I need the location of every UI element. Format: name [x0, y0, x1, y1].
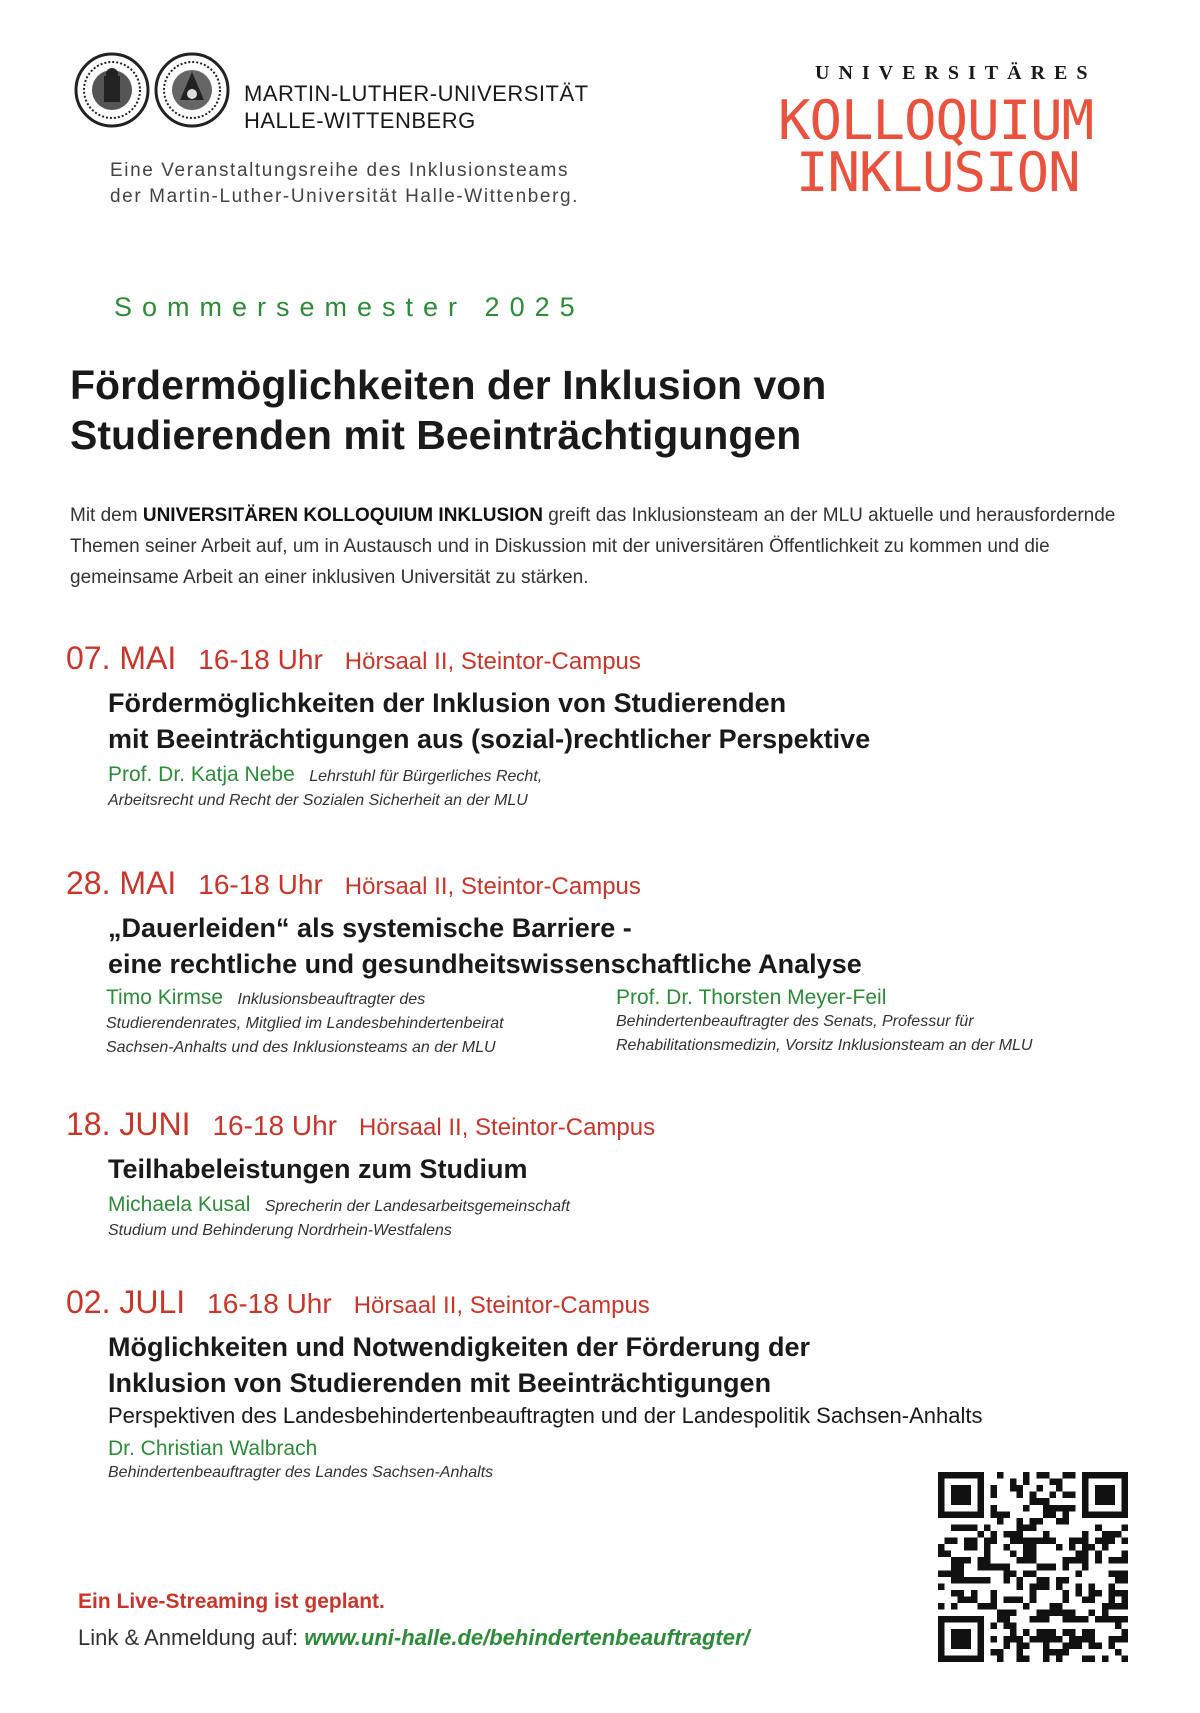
speaker: [108, 1193, 1146, 1243]
event-date: 02. JULI: [66, 1284, 186, 1320]
event-title-line-1: Teilhabeleistungen zum Studium: [108, 1154, 528, 1184]
intro-after: greift das Inklusionsteam an der MLU aktuelle und herausfordernde Themen seiner Arbeit auf, um in Austausch und in Diskussion mit der universitären Öffentlichkeit zu kommen und die gemeinsame Arbeit an einer inklusiven Universität zu stärken.: [70, 505, 1116, 588]
university-line-1: MARTIN-LUTHER-UNIVERSITÄT: [244, 81, 589, 106]
series-description: [110, 158, 579, 210]
university-name: [244, 80, 589, 134]
speakers-row: [106, 986, 1146, 1060]
event-time: 16-18 Uhr: [212, 1110, 337, 1141]
event-title-line-2: mit Beeinträchtigungen aus (sozial-)rechtlicher Perspektive: [108, 724, 871, 754]
event-1: [66, 640, 1146, 813]
event-location: Hörsaal II, Steintor-Campus: [359, 1114, 656, 1141]
event-time: 16-18 Uhr: [207, 1288, 332, 1319]
event-header: [66, 1106, 1146, 1143]
event-2: [66, 865, 1146, 1060]
speaker-role: Studium und Behinderung Nordrhein-Westfalens: [108, 1222, 452, 1239]
event-title-line-1: Möglichkeiten und Notwendigkeiten der Förderung der: [108, 1332, 811, 1362]
registration-link[interactable]: www.uni-halle.de/behindertenbeauftragter/: [304, 1625, 750, 1650]
logo-line-1: KOLLOQUIUM: [778, 89, 1094, 152]
event-title: [108, 685, 1146, 757]
series-line-1: Eine Veranstaltungsreihe des Inklusionsteams: [110, 160, 570, 181]
intro-paragraph: [70, 500, 1130, 593]
university-line-2: HALLE-WITTENBERG: [244, 108, 476, 133]
logo-kolloquium-inklusion: [778, 89, 1094, 204]
speaker-role: Lehrstuhl für Bürgerliches Recht,: [309, 768, 543, 785]
logo-line-2: INKLUSION: [796, 141, 1080, 204]
event-title: [108, 1329, 1146, 1401]
seal-icon: [74, 52, 150, 128]
event-title: [108, 1151, 1146, 1187]
page-title: [70, 360, 826, 460]
event-location: Hörsaal II, Steintor-Campus: [344, 873, 641, 900]
speaker-role: Sprecherin der Landesarbeitsgemeinschaft: [264, 1198, 570, 1215]
event-time: 16-18 Uhr: [198, 644, 323, 675]
event-date: 28. MAI: [66, 865, 177, 901]
event-title-line-2: Inklusion von Studierenden mit Beeinträchtigungen: [108, 1368, 772, 1398]
event-subtitle: Perspektiven des Landesbehindertenbeauftragten und der Landespolitik Sachsen-Anhalts: [108, 1403, 983, 1428]
speaker-role: Studierendenrates, Mitglied im Landesbehindertenbeirat: [106, 1015, 504, 1032]
speaker-role: Arbeitsrecht und Recht der Sozialen Sicherheit an der MLU: [108, 792, 528, 809]
seal-icon: [154, 52, 230, 128]
event-date: 18. JUNI: [66, 1106, 191, 1142]
intro-before: Mit dem: [70, 505, 143, 526]
event-location: Hörsaal II, Steintor-Campus: [353, 1292, 650, 1319]
event-4: [66, 1284, 1146, 1485]
event-header: [66, 640, 1146, 677]
speaker-name: Prof. Dr. Katja Nebe: [108, 763, 295, 786]
speaker-name: Dr. Christian Walbrach: [108, 1437, 318, 1460]
title-line-1: Fördermöglichkeiten der Inklusion von: [70, 362, 827, 408]
speaker-role: Sachsen-Anhalts und des Inklusionsteams an der MLU: [106, 1039, 496, 1056]
speaker: [616, 986, 1126, 1060]
event-location: Hörsaal II, Steintor-Campus: [344, 648, 641, 675]
semester-label: Sommersemester 2025: [114, 292, 585, 322]
event-title: [108, 910, 1146, 982]
speaker-name: Timo Kirmse: [106, 986, 224, 1009]
speaker: [108, 763, 1146, 813]
speaker-role: Behindertenbeauftragter des Landes Sachsen-Anhalts: [108, 1464, 494, 1481]
event-header: [66, 1284, 1146, 1321]
speaker: [106, 986, 616, 1060]
speaker-role: Inklusionsbeauftragter des: [237, 991, 426, 1008]
event-header: [66, 865, 1146, 902]
event-title-line-1: Fördermöglichkeiten der Inklusion von Studierenden: [108, 688, 787, 718]
event-time: 16-18 Uhr: [198, 869, 323, 900]
qr-code-icon[interactable]: [938, 1472, 1128, 1662]
logo-universitaeres: UNIVERSITÄRES: [815, 62, 1097, 84]
speaker-role: Rehabilitationsmedizin, Vorsitz Inklusionsteam an der MLU: [616, 1037, 1033, 1054]
live-streaming-note: Ein Live-Streaming ist geplant.: [78, 1590, 385, 1613]
link-label: Link & Anmeldung auf:: [78, 1625, 305, 1650]
event-title-line-1: „Dauerleiden“ als systemische Barriere -: [108, 913, 632, 943]
speaker-name: Michaela Kusal: [108, 1193, 251, 1216]
speaker-role: Behindertenbeauftragter des Senats, Professur für: [616, 1013, 974, 1030]
event-title-line-2: eine rechtliche und gesundheitswissenschaftliche Analyse: [108, 949, 862, 979]
event-3: [66, 1106, 1146, 1243]
intro-bold: UNIVERSITÄREN KOLLOQUIUM INKLUSION: [142, 505, 543, 526]
title-line-2: Studierenden mit Beeinträchtigungen: [70, 412, 802, 458]
registration-line: [78, 1625, 750, 1651]
series-line-2: der Martin-Luther-Universität Halle-Wittenberg.: [110, 186, 580, 207]
speaker-name: Prof. Dr. Thorsten Meyer-Feil: [616, 986, 887, 1009]
university-seals: [74, 52, 230, 128]
event-date: 07. MAI: [66, 640, 177, 676]
